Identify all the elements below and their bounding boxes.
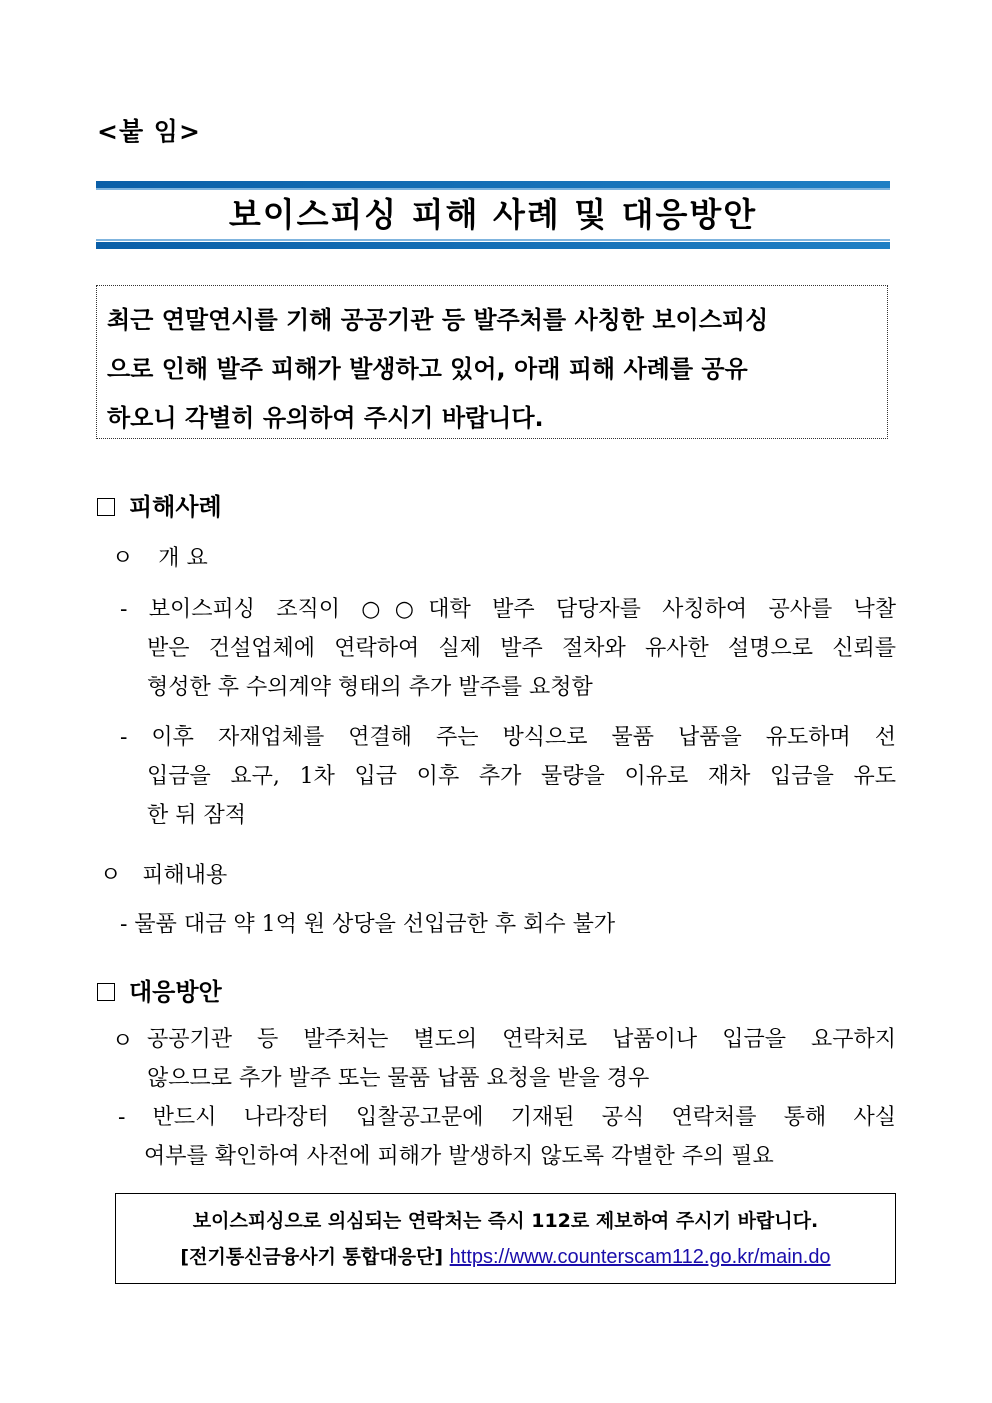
overview-bullet	[112, 541, 208, 572]
checkbox-square-icon	[97, 498, 115, 516]
case-item-2-line: 입금을 요구, 1차 입금 이후 추가 물량을 이유로 재차 입금을 유도	[147, 764, 896, 789]
checkbox-square-icon	[97, 983, 115, 1001]
response-bullet	[112, 1024, 133, 1055]
response-item-2-line: 여부를 확인하여 사전에 피해가 발생하지 않도록 각별한 주의 필요	[144, 1144, 774, 1169]
response-item-1-line: 공공기관 등 발주처는 별도의 연락처로 납품이나 입금을 요구하지	[147, 1027, 896, 1052]
title-bottom-bar	[96, 242, 890, 249]
report-org: [전기통신금융사기 통합대응단]	[180, 1246, 444, 1268]
case-item-1	[120, 590, 896, 707]
damage-item: - 물품 대금 약 1억 원 상당을 선입금한 후 회수 불가	[120, 912, 616, 937]
attachment-label: <붙 임>	[97, 117, 201, 146]
damage-label: 피해내용	[142, 863, 228, 888]
counterscam-link[interactable]: https://www.counterscam112.go.kr/main.do	[449, 1246, 831, 1268]
case-item-2	[120, 718, 896, 835]
response-item-2	[118, 1098, 896, 1176]
report-message: 보이스피싱으로 의심되는 연락처는 즉시 112로 제보하여 주시기 바랍니다.	[192, 1210, 819, 1232]
case-item-1-line: - 보이스피싱 조직이 ○○대학 발주 담당자를 사칭하여 공사를 낙찰	[120, 597, 896, 622]
notice-line: 하오니 각별히 유의하여 주시기 바랍니다.	[107, 404, 544, 432]
section-heading-response: 대응방안	[97, 972, 222, 1007]
report-contact	[116, 1239, 895, 1275]
title-banner	[96, 181, 890, 249]
circle-bullet-icon: ㅇ	[112, 1029, 134, 1054]
overview-label: 개 요	[158, 546, 208, 571]
section-heading-cases: 피해사례	[97, 487, 222, 522]
damage-bullet	[100, 858, 227, 889]
notice-line: 최근 연말연시를 기해 공공기관 등 발주처를 사칭한 보이스피싱	[107, 306, 769, 334]
response-item-1	[147, 1020, 896, 1098]
page-title: 보이스피싱 피해 사례 및 대응방안	[228, 195, 758, 234]
notice-line: 으로 인해 발주 피해가 발생하고 있어, 아래 피해 사례를 공유	[107, 355, 748, 383]
circle-bullet-icon: ㅇ	[100, 863, 122, 888]
case-item-1-line: 형성한 후 수의계약 형태의 추가 발주를 요청함	[147, 675, 593, 700]
response-item-2-line: - 반드시 나라장터 입찰공고문에 기재된 공식 연락처를 통해 사실	[118, 1105, 896, 1130]
case-item-1-line: 받은 건설업체에 연락하여 실제 발주 절차와 유사한 설명으로 신뢰를	[147, 636, 896, 661]
title-top-bar	[96, 181, 890, 188]
case-item-2-line: - 이후 자재업체를 연결해 주는 방식으로 물품 납품을 유도하며 선	[120, 725, 896, 750]
report-box	[115, 1193, 896, 1284]
notice-box	[96, 285, 888, 439]
response-item-1-line: 않으므로 추가 발주 또는 물품 납품 요청을 받을 경우	[147, 1066, 650, 1091]
case-item-2-line: 한 뒤 잠적	[147, 803, 246, 828]
circle-bullet-icon: ㅇ	[112, 546, 134, 571]
